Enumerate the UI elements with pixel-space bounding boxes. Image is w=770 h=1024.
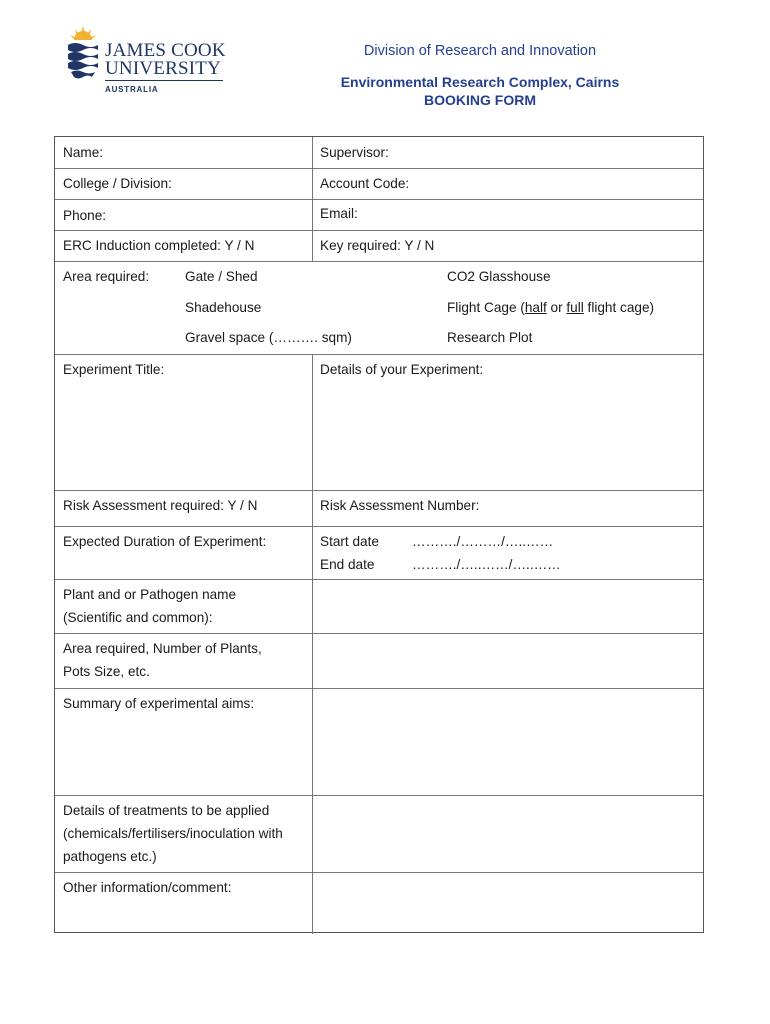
row-college bbox=[55, 168, 703, 200]
flight-full: full bbox=[566, 300, 584, 315]
end-date-label: End date bbox=[320, 557, 375, 572]
email-label: Email: bbox=[320, 206, 358, 221]
duration-label: Expected Duration of Experiment: bbox=[63, 534, 267, 549]
phone-label: Phone: bbox=[63, 208, 107, 223]
experiment-title-label: Experiment Title: bbox=[63, 362, 165, 377]
form-title: BOOKING FORM bbox=[424, 92, 536, 108]
row-treatments bbox=[55, 795, 703, 873]
complex-heading: Environmental Research Complex, Cairns bbox=[340, 74, 620, 90]
risk-required-label: Risk Assessment required: Y / N bbox=[63, 498, 258, 513]
end-date-blank: ………./…..……/…..…… bbox=[412, 557, 561, 572]
name-label: Name: bbox=[63, 145, 104, 160]
plant-label-line1: Plant and or Pathogen name bbox=[63, 587, 237, 602]
row-plant bbox=[55, 579, 703, 634]
row-area-plants bbox=[55, 633, 703, 689]
row-phone bbox=[55, 199, 703, 231]
key-required-label: Key required: Y / N bbox=[320, 238, 435, 253]
induction-label: ERC Induction completed: Y / N bbox=[63, 238, 255, 253]
plant-label-line2: (Scientific and common): bbox=[63, 610, 213, 625]
college-label: College / Division: bbox=[63, 176, 172, 191]
row-area-required bbox=[55, 261, 703, 355]
logo-line-1: JAMES COOK bbox=[105, 40, 226, 61]
summary-label: Summary of experimental aims: bbox=[63, 696, 255, 711]
area-plants-line2: Pots Size, etc. bbox=[63, 664, 150, 679]
jcu-crest-icon bbox=[66, 26, 100, 82]
row-duration bbox=[55, 526, 703, 580]
row-induction bbox=[55, 230, 703, 262]
booking-form-table bbox=[54, 136, 704, 933]
treatments-line1: Details of treatments to be applied bbox=[63, 803, 270, 818]
row-summary bbox=[55, 688, 703, 796]
start-date-label: Start date bbox=[320, 534, 379, 549]
supervisor-label: Supervisor: bbox=[320, 145, 389, 160]
area-required-label: Area required: bbox=[63, 269, 150, 284]
treatments-line2: (chemicals/fertilisers/inoculation with bbox=[63, 826, 283, 841]
row-experiment bbox=[55, 354, 703, 491]
other-info-label: Other information/comment: bbox=[63, 880, 232, 895]
account-code-label: Account Code: bbox=[320, 176, 410, 191]
row-name bbox=[55, 137, 703, 169]
logo-line-3: AUSTRALIA bbox=[105, 85, 159, 94]
option-co2-glasshouse: CO2 Glasshouse bbox=[447, 269, 551, 284]
logo-wordmark bbox=[105, 42, 226, 94]
option-flight-cage: Flight Cage (half or full flight cage) bbox=[447, 300, 655, 315]
row-risk bbox=[55, 490, 703, 527]
option-shadehouse: Shadehouse bbox=[185, 300, 262, 315]
flight-half: half bbox=[524, 300, 547, 315]
treatments-line3: pathogens etc.) bbox=[63, 849, 157, 864]
risk-number-label: Risk Assessment Number: bbox=[320, 498, 480, 513]
division-heading: Division of Research and Innovation bbox=[363, 43, 597, 59]
experiment-details-label: Details of your Experiment: bbox=[320, 362, 484, 377]
jcu-logo bbox=[66, 26, 226, 92]
start-date-blank: ………./………/…..…… bbox=[412, 534, 554, 549]
option-gate-shed: Gate / Shed bbox=[185, 269, 258, 284]
option-gravel-space: Gravel space (………. sqm) bbox=[185, 330, 352, 345]
area-plants-line1: Area required, Number of Plants, bbox=[63, 641, 262, 656]
row-other bbox=[55, 872, 703, 934]
option-research-plot: Research Plot bbox=[447, 330, 533, 345]
logo-line-2: UNIVERSITY bbox=[105, 58, 221, 79]
